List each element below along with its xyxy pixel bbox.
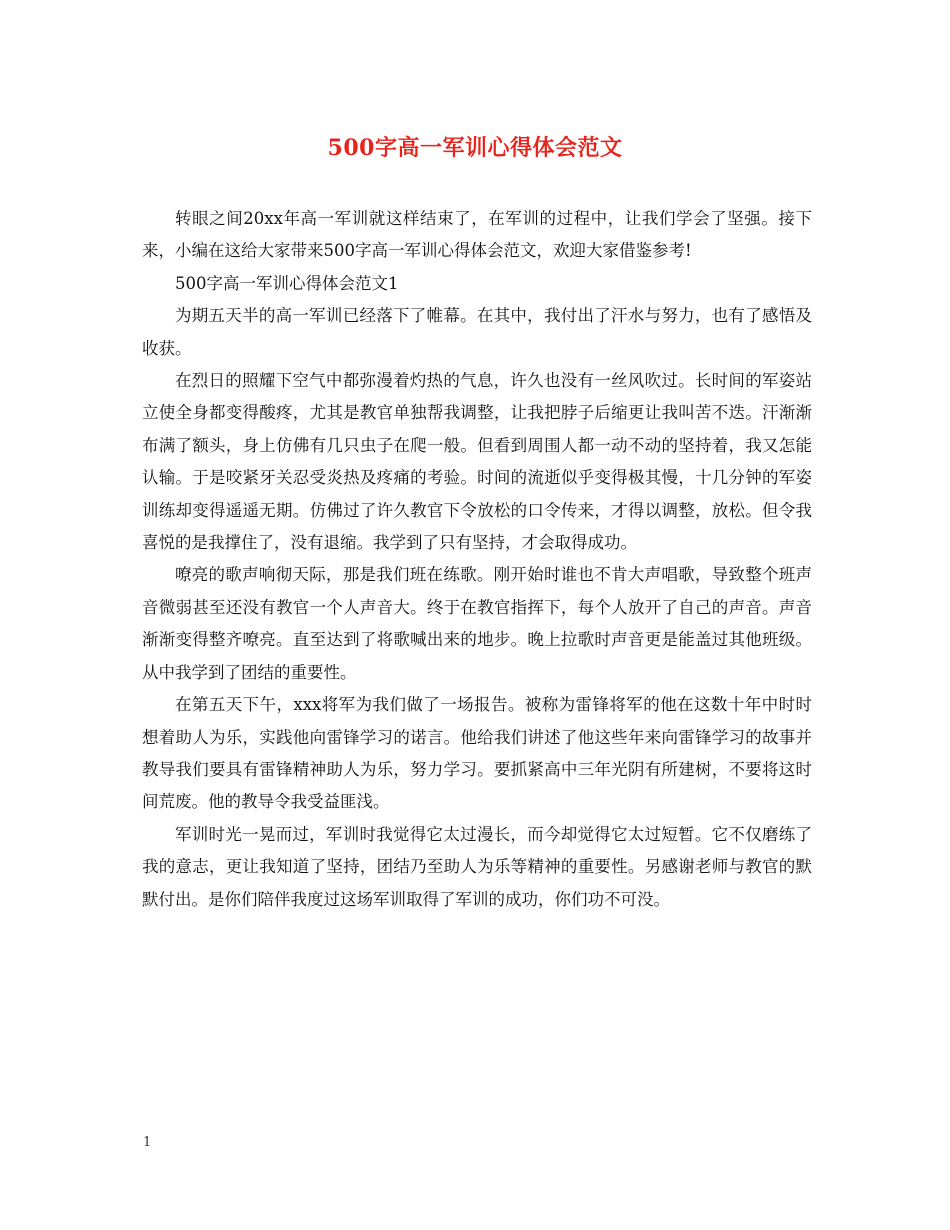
intro-paragraph: 转眼之间20xx年高一军训就这样结束了，在军训的过程中，让我们学会了坚强。接下来，小编在这给大家带来500字高一军训心得体会范文，欢迎大家借鉴参考! bbox=[142, 209, 812, 261]
body-paragraph: 在烈日的照耀下空气中都弥漫着灼热的气息，许久也没有一丝风吹过。长时间的军姿站立使全身都变得酸疼，尤其是教官单独帮我调整，让我把脖子后缩更让我叫苦不迭。汗渐渐布满了额头，身上仿佛有几只虫子在爬一般。但看到周围人都一动不动的坚持着，我又怎能认输。于是咬紧牙关忍受炎热及疼痛的考验。时间的流逝似乎变得极其慢，十几分钟的军姿训练却变得遥遥无期。仿佛过了许久教官下令放松的口令传来，才得以调整，放松。但令我喜悦的是我撑住了，没有退缩。我学到了只有坚持，才会取得成功。 bbox=[142, 371, 812, 553]
document-body bbox=[142, 203, 812, 916]
section-heading: 500字高一军训心得体会范文1 bbox=[175, 273, 399, 293]
document-title: 500字高一军训心得体会范文 bbox=[327, 135, 623, 161]
body-paragraph: 军训时光一晃而过，军训时我觉得它太过漫长，而今却觉得它太过短暂。它不仅磨练了我的意志，更让我知道了坚持，团结乃至助人为乐等精神的重要性。另感谢老师与教官的默默付出。是你们陪伴我度过这场军训取得了军训的成功，你们功不可没。 bbox=[142, 824, 812, 909]
body-paragraph: 嘹亮的歌声响彻天际，那是我们班在练歌。刚开始时谁也不肯大声唱歌，导致整个班声音微弱甚至还没有教官一个人声音大。终于在教官指挥下，每个人放开了自己的声音。声音渐渐变得整齐嘹亮。直至达到了将歌喊出来的地步。晚上拉歌时声音更是能盖过其他班级。从中我学到了团结的重要性。 bbox=[142, 565, 812, 682]
body-paragraph: 为期五天半的高一军训已经落下了帷幕。在其中，我付出了汗水与努力，也有了感悟及收获。 bbox=[142, 306, 812, 358]
body-paragraph: 在第五天下午，xxx将军为我们做了一场报告。被称为雷锋将军的他在这数十年中时时想着助人为乐，实践他向雷锋学习的诺言。他给我们讲述了他这些年来向雷锋学习的故事并教导我们要具有雷锋精神助人为乐，努力学习。要抓紧高中三年光阴有所建树，不要将这时间荒废。他的教导令我受益匪浅。 bbox=[142, 695, 812, 812]
page-number: 1 bbox=[143, 1135, 152, 1150]
